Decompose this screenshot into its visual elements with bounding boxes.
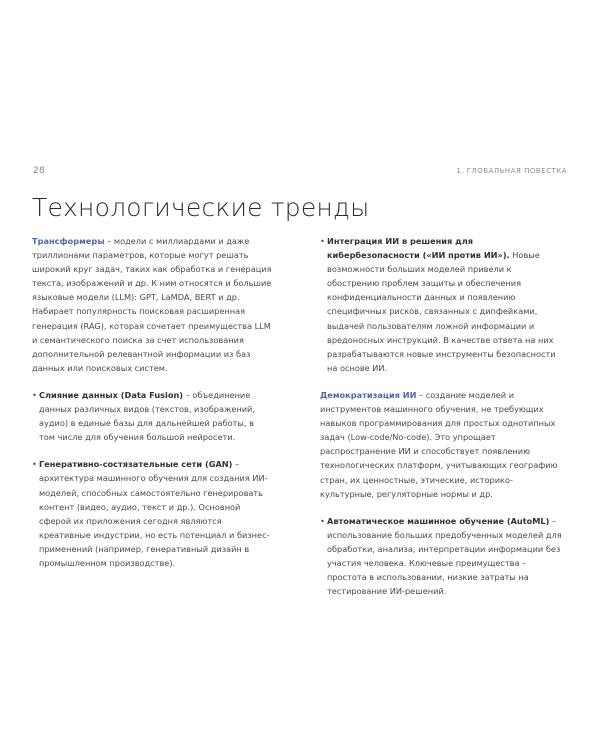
page-number: 28 (33, 166, 46, 176)
transformers-text: – модели с миллиардами и даже триллионами параметров, которые могут решать широкий круг задач, таких как обработка и генерация текста, изображений и др. К ним относятся и большие языковые модели (LLM): GPT, LaMDA, BERT и др. Набирает популярность поисковая расширенная генерация (RAG), которая сочетает преимущества LLM и семантического поиска за счет использования дополнительной релевантной информации из баз данных или поисковых систем. (32, 236, 272, 373)
page-title: Технологические тренды (32, 193, 370, 222)
automl-term: Автоматическое машинное обучение (AutoML) (327, 515, 550, 526)
right-column (320, 234, 562, 611)
left-column (32, 234, 272, 583)
gan-text: – архитектура машинного обучения для создания ИИ-моделей, способных самостоятельно генерировать контент (видео, аудио, текст и др.). Основной сферой их приложения сегодня являются креативные индустрии, но есть потенциал и бизнес-применений (например, генеративный дизайн в промышленном производстве). (39, 459, 270, 568)
automl-text: – использование больших предобученных моделей для обработки, анализа, интерпретации информации без участия человека. Ключевые преимущества – простота в использовании, низкие затраты на тестирование ИИ-решений. (327, 515, 562, 597)
data-fusion-text: – объединение данных различных видов (текстов, изображений, аудио) в единые базы для дальнейшей работы, в том числе для обучения большой нейросети. (39, 389, 255, 443)
democratization-paragraph (320, 388, 562, 501)
gan-term: Генеративно-состязательные сети (GAN) (39, 459, 233, 470)
data-fusion-item (32, 388, 272, 444)
transformers-term: Трансформеры (32, 236, 105, 246)
cybersecurity-item (320, 234, 562, 375)
section-label: 1. ГЛОБАЛЬНАЯ ПОВЕСТКА (456, 167, 567, 175)
automl-item (320, 514, 562, 599)
cybersecurity-text: Новые возможности больших моделей привели к обострению проблем защиты и обеспечения конфиденциальности данных и появлению специфичных рисков, связанных с дипфейками, выдачей пользователям ложной информации и вредоносных инструкций. В качестве ответа на них разрабатываются новые инструменты безопасности на основе ИИ. (327, 250, 556, 373)
transformers-paragraph (32, 234, 272, 375)
data-fusion-term: Слияние данных (Data Fusion) (39, 389, 184, 400)
democratization-term: Демократизация ИИ (320, 389, 417, 400)
gan-item (32, 457, 272, 570)
democratization-text: – создание моделей и инструментов машинного обучения, не требующих навыков программирования для простых однотипных задач (Low-code/No-code). Это упрощает распространение ИИ и способствует появлению технологических платформ, учитывающих географию стран, их ценностные, этические, историко-культурные, регуляторные нормы и др. (320, 389, 558, 499)
cybersecurity-term: Интеграция ИИ в решения для кибербезопасности («ИИ против ИИ»). (327, 236, 510, 261)
